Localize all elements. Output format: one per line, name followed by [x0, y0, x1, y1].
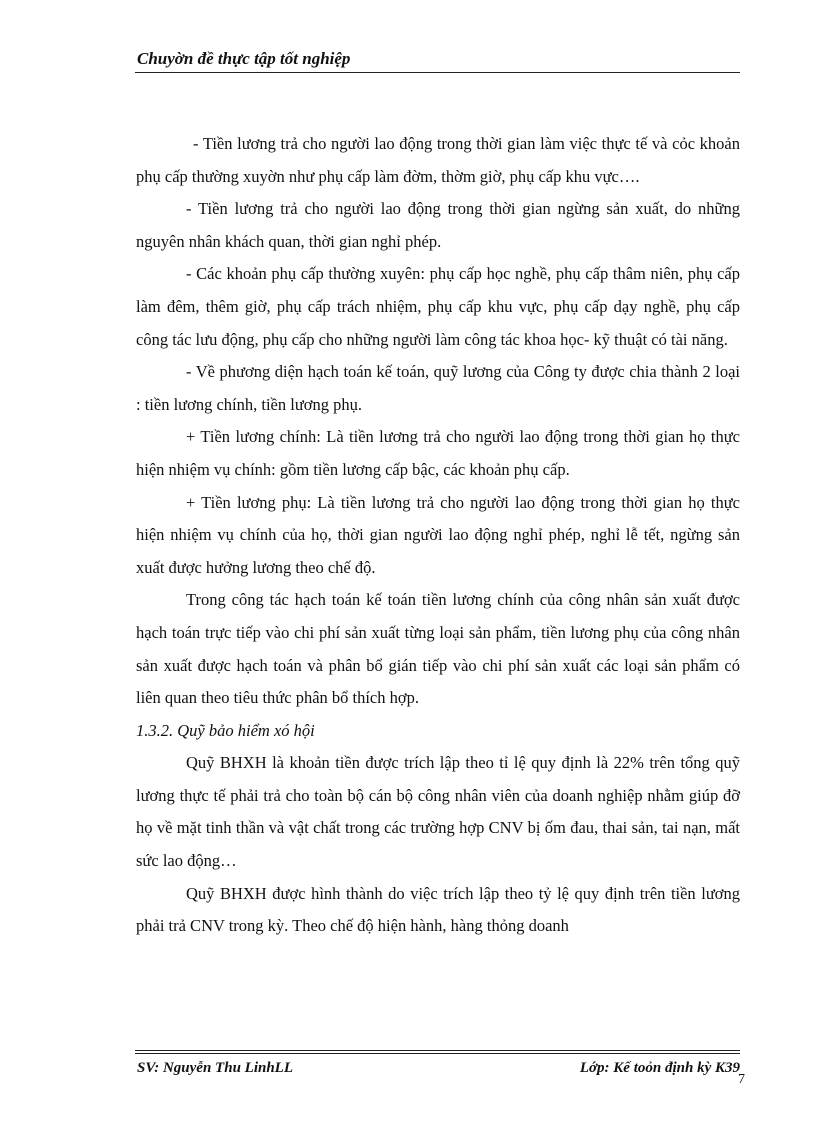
paragraph: Quỹ BHXH là khoản tiền được trích lập theo tỉ lệ quy định là 22% trên tổng quỹ lương thực tế phải trả cho toàn bộ cán bộ công nhân viên của doanh nghiệp nhằm giúp đỡ họ về mặt tinh thần và vật chất trong các trường hợp CNV bị ốm đau, thai sản, tai nạn, mất sức lao động…	[136, 753, 740, 871]
paragraph: Trong công tác hạch toán kế toán tiền lương chính của công nhân sản xuất được hạch toán trực tiếp vào chi phí sản xuất từng loại sản phẩm, tiền lương phụ của công nhân sản xuất được hạch toán và phân bổ gián tiếp vào chi phí sản xuất các loại sản phẩm có liên quan theo tiêu thức phân bổ thích hợp.	[136, 590, 740, 708]
paragraph: + Tiền lương chính: Là tiền lương trả cho người lao động trong thời gian họ thực hiện nhiệm vụ chính: gồm tiền lương cấp bậc, các khoản phụ cấp.	[136, 427, 740, 479]
paragraph: - Về phương diện hạch toán kế toán, quỹ lương của Công ty được chia thành 2 loại : tiền lương chính, tiền lương phụ.	[136, 362, 740, 414]
paragraph: + Tiền lương phụ: Là tiền lương trả cho người lao động trong thời gian họ thực hiện nhiệm vụ chính của họ, thời gian người lao động nghỉ phép, nghỉ lễ tết, ngừng sản xuất được hưởng lương theo chế độ.	[136, 492, 740, 577]
footer-student: SV: Nguyễn Thu LinhLL	[137, 1060, 293, 1076]
section-heading: 1.3.2. Quỹ bảo hiểm xó hội	[136, 720, 315, 740]
footer-class: Lớp: Kế toỏn định kỳ K39	[579, 1060, 740, 1076]
page-number: 7	[738, 1072, 745, 1087]
paragraph: - Tiền lương trả cho người lao động trong thời gian ngừng sản xuất, do những nguyên nhân khách quan, thời gian nghỉ phép.	[136, 199, 740, 251]
footer-row	[135, 1060, 740, 1082]
page-header	[135, 50, 740, 73]
document-body	[136, 128, 740, 943]
paragraph: - Tiền lương trả cho người lao động trong thời gian làm việc thực tế và cỏc khoản phụ cấp thường xuyờn như phụ cấp làm đờm, thờm giờ, phụ cấp khu vực….	[136, 134, 740, 186]
paragraph: - Các khoản phụ cấp thường xuyên: phụ cấp học nghề, phụ cấp thâm niên, phụ cấp làm đêm, thêm giờ, phụ cấp trách nhiệm, phụ cấp khu vực, phụ cấp dạy nghề, phụ cấp công tác lưu động, phụ cấp cho những người làm công tác khoa học- kỹ thuật có tài năng.	[136, 264, 740, 349]
page-footer	[135, 1050, 740, 1082]
footer-rule	[135, 1050, 740, 1054]
paragraph: Quỹ BHXH được hình thành do việc trích lập theo tỷ lệ quy định trên tiền lương phải trả CNV trong kỳ. Theo chế độ hiện hành, hàng thỏng doanh	[136, 883, 740, 936]
header-title: Chuyờn đề thực tập tốt nghiệp	[137, 49, 351, 68]
